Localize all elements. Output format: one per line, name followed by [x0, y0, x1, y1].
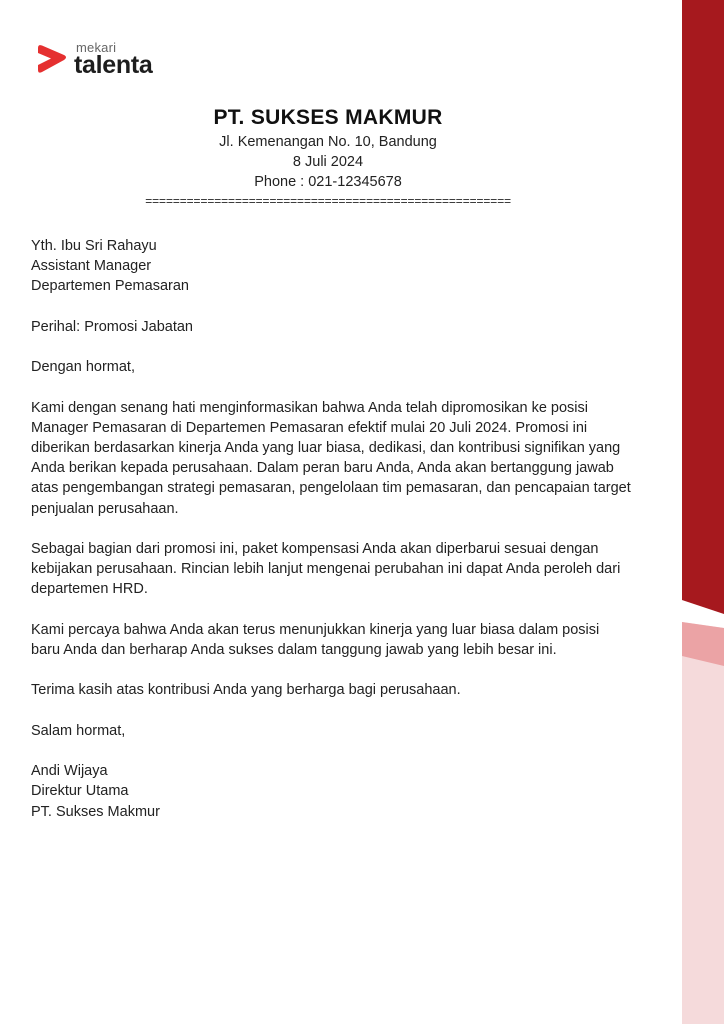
paragraph-promotion: Kami dengan senang hati menginformasikan bahwa Anda telah dipromosikan ke posisi Manager Pemasaran di Departemen Pemasaran efektif mulai 20 Juli 2024. Promosi ini diberikan berdasarkan kinerja Anda yang luar biasa, dedikasi, dan kontribusi signifikan yang Anda berikan kepada perusahaan. Dalam peran baru Anda, Anda akan bertanggung jawab atas pengembangan strategi pemasaran, pengelolaan tim pemasaran, dan pencapaian target penjualan perusahaan. — [31, 399, 631, 517]
subject-line: Perihal: Promosi Jabatan — [31, 318, 193, 335]
paragraph-thanks: Terima kasih atas kontribusi Anda yang berharga bagi perusahaan. — [31, 682, 461, 699]
paragraph-expectation: Kami percaya bahwa Anda akan terus menunjukkan kinerja yang luar biasa dalam posisi baru Anda dan berharap Anda sukses dalam tanggung jawab yang lebih besar ini. — [31, 621, 600, 658]
recipient-department: Departemen Pemasaran — [31, 278, 189, 295]
signature-title: Direktur Utama — [31, 783, 129, 800]
company-phone: Phone : 021-12345678 — [254, 174, 402, 190]
closing: Salam hormat, — [31, 722, 126, 739]
side-dark-red-band — [682, 0, 724, 614]
logo-big-text: talenta — [74, 51, 153, 79]
greeting: Dengan hormat, — [31, 359, 135, 376]
company-address: Jl. Kemenangan No. 10, Bandung — [219, 134, 437, 150]
recipient-block — [31, 236, 631, 297]
signature-company: PT. Sukses Makmur — [31, 803, 160, 820]
signature-block — [31, 761, 631, 822]
logo-small-text: mekari — [76, 40, 117, 55]
recipient-name: Yth. Ibu Sri Rahayu — [31, 238, 157, 254]
company-name: PT. SUKSES MAKMUR — [213, 106, 443, 129]
talenta-chevron-icon — [36, 44, 68, 74]
paragraph-compensation: Sebagai bagian dari promosi ini, paket kompensasi Anda akan diperbarui sesuai dengan kebijakan perusahaan. Rincian lebih lanjut mengenai perubahan ini dapat Anda peroleh dari departemen HRD. — [31, 540, 621, 598]
side-decoration — [682, 0, 724, 1024]
header-separator: ===================================================== — [145, 195, 511, 209]
letter-body — [31, 236, 631, 822]
letter-date: 8 Juli 2024 — [292, 154, 364, 170]
letterhead — [0, 104, 656, 212]
signature-name: Andi Wijaya — [31, 763, 108, 780]
recipient-position: Assistant Manager — [31, 258, 152, 275]
